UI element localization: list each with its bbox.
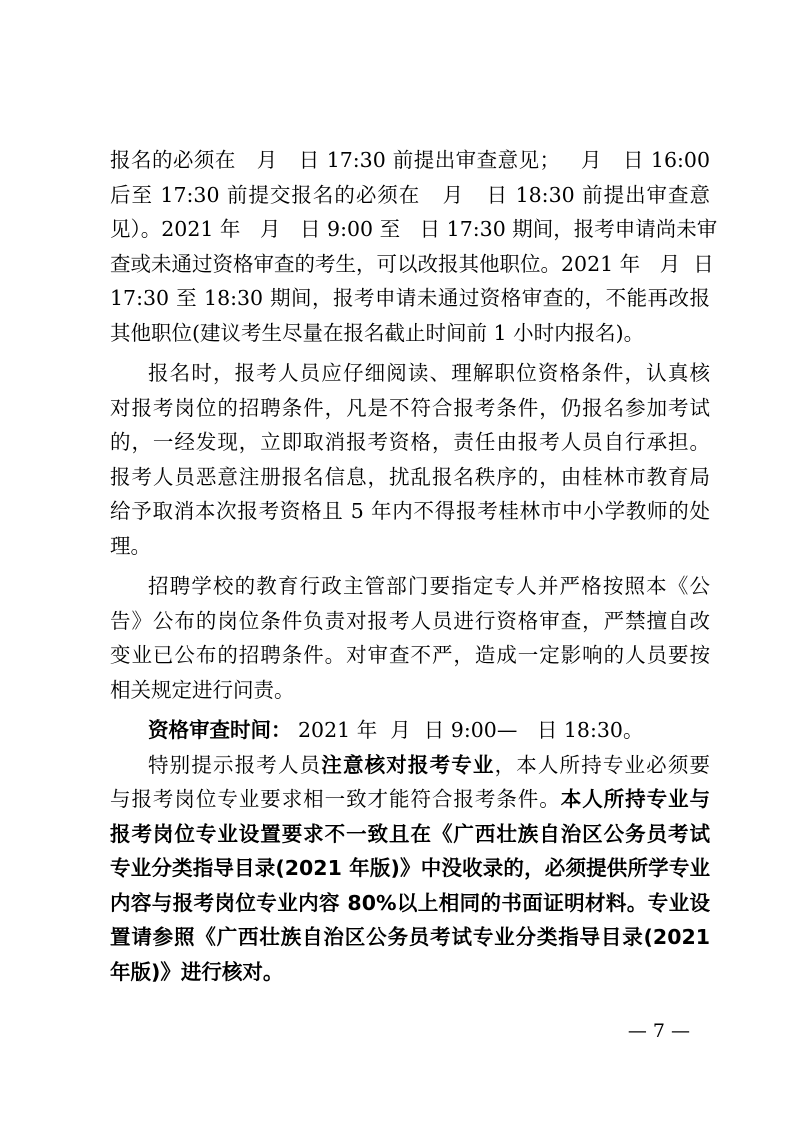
bold-text-line: 专业分类指导目录(2021 年版)》中没收录的，必须提供所学专业 (110, 856, 710, 880)
text-line (110, 713, 710, 748)
text-line: 的，一经发现，立即取消报考资格，责任由报考人员自行承担。 (110, 430, 710, 454)
text-line: 给予取消本次报考资格且 5 年内不得报考桂林市中小学教师的处 (110, 499, 710, 523)
paragraph-registration-deadline (110, 143, 718, 350)
paragraph-special-reminder (110, 748, 710, 990)
bold-text-line: 年版)》进行核对。 (110, 959, 284, 984)
text-line: 17:30 至 18:30 期间，报考申请未通过资格审查的，不能再改报 (110, 286, 710, 310)
bold-text-line: 内容与报考岗位专业内容 80%以上相同的书面证明材料。专业设 (110, 890, 710, 915)
bold-text-span: 注意核对报考专业 (321, 752, 495, 777)
text-line: 查或未通过资格审查的考生，可以改报其他职位。2021 年 月 日 (110, 251, 714, 276)
text-line: 见）。2021 年 月 日 9:00 至 日 17:30 期间，报考申请尚未审 (110, 217, 718, 241)
text-line (110, 782, 710, 817)
bold-text-span: 本人所持专业与 (560, 787, 711, 811)
text-line: 报考人员恶意注册报名信息，扰乱报名秩序的，由桂林市教育局 (110, 464, 710, 489)
text-span: 与报考岗位专业要求相一致才能符合报考条件。 (110, 787, 561, 811)
paragraph-review-responsibility (110, 569, 710, 707)
review-time-label: 资格审查时间： (148, 718, 292, 742)
text-line: 其他职位(建议考生尽量在报名截止时间前 1 小时内报名)。 (110, 320, 645, 345)
text-line: 理。 (110, 533, 151, 558)
bold-text-line: 报考岗位专业设置要求不一致且在《广西壮族自治区公务员考试 (110, 821, 710, 846)
review-time-value: 2021 年 月 日 9:00— 日 18:30。 (291, 718, 644, 742)
text-line: 对报考岗位的招聘条件，凡是不符合报考条件，仍报名参加考试 (110, 395, 710, 420)
text-line: 告》公布的岗位条件负责对报考人员进行资格审查，严禁擅自改 (110, 608, 710, 633)
text-line: 后至 17:30 前提交报名的必须在 月 日 18:30 前提出审查意 (110, 182, 710, 207)
text-span: 特别提示报考人员 (148, 752, 322, 777)
text-line: 报名时，报考人员应仔细阅读、理解职位资格条件，认真核 (148, 361, 710, 385)
text-line: 招聘学校的教育行政主管部门要指定专人并严格按照本《公 (148, 574, 710, 598)
text-line: 相关规定进行问责。 (110, 677, 295, 702)
page-number: — 7 — (627, 1020, 690, 1042)
text-line: 变业已公布的招聘条件。对审查不严，造成一定影响的人员要按 (110, 643, 710, 667)
paragraph-registration-notice (110, 356, 710, 563)
document-body (110, 143, 718, 989)
text-line (110, 748, 710, 783)
text-line: 报名的必须在 月 日 17:30 前提出审查意见； 月 日 16:00 (110, 148, 710, 172)
bold-text-line: 置请参照《广西壮族自治区公务员考试专业分类指导目录(2021 (110, 925, 710, 949)
text-span: ，本人所持专业必须要 (494, 752, 711, 777)
paragraph-review-time (110, 713, 710, 748)
